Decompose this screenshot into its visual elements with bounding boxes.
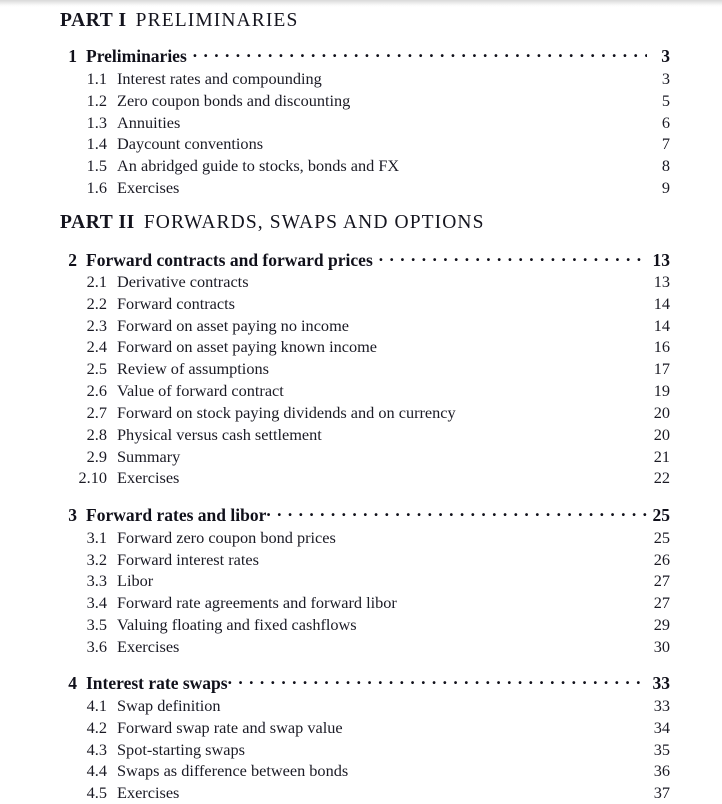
section-number: 1.2	[86, 91, 107, 110]
section-entry[interactable]	[60, 593, 670, 613]
section-page-number: 30	[653, 637, 670, 656]
section-entry[interactable]	[60, 761, 670, 781]
section-number: 3.3	[86, 571, 107, 590]
section-title: Spot-starting swaps	[117, 740, 245, 759]
section-number: 3.6	[86, 637, 107, 656]
section-entry[interactable]	[60, 359, 670, 379]
section-page-number: 19	[653, 381, 670, 400]
section-title: Physical versus cash settlement	[117, 425, 322, 444]
section-title: Exercises	[117, 783, 180, 802]
section-title: Zero coupon bonds and discounting	[117, 91, 351, 110]
section-title: Exercises	[117, 178, 180, 197]
section-number: 1.3	[86, 113, 107, 132]
section-number: 4.3	[86, 740, 107, 759]
section-entry[interactable]	[60, 637, 670, 657]
section-entry[interactable]	[60, 272, 670, 292]
section-page-number: 20	[653, 425, 670, 444]
section-page-number: 29	[653, 615, 670, 634]
chapter-number: 2	[68, 249, 77, 270]
section-title: Swap definition	[117, 696, 221, 715]
section-number: 4.1	[86, 696, 107, 715]
section-entry[interactable]	[60, 571, 670, 591]
section-entry[interactable]	[60, 113, 670, 133]
section-title: Forward on asset paying no income	[117, 316, 349, 335]
section-number: 1.5	[86, 156, 107, 175]
section-number: 2.7	[86, 403, 107, 422]
section-page-number: 27	[653, 593, 670, 612]
section-entry[interactable]	[60, 468, 670, 488]
section-page-number: 8	[661, 156, 670, 175]
section-number: 2.1	[86, 272, 107, 291]
chapter-entry[interactable]	[60, 671, 670, 694]
part-title: PRELIMINARIES	[135, 10, 299, 31]
section-number: 2.3	[86, 316, 107, 335]
chapter-title: Forward contracts and forward prices	[86, 249, 373, 270]
scan-edge-gradient	[0, 0, 722, 7]
section-entry[interactable]	[60, 718, 670, 738]
section-entry[interactable]	[60, 178, 670, 198]
section-entry[interactable]	[60, 403, 670, 423]
section-page-number: 21	[653, 447, 670, 466]
section-title: Forward interest rates	[117, 550, 259, 569]
section-entry[interactable]	[60, 69, 670, 89]
chapter-title: Preliminaries	[86, 45, 187, 66]
section-title: Forward rate agreements and forward libor	[117, 593, 397, 612]
chapter-page-number: 25	[652, 504, 670, 525]
section-number: 2.9	[86, 447, 107, 466]
section-page-number: 27	[653, 571, 670, 590]
section-entry[interactable]	[60, 337, 670, 357]
section-number: 4.5	[86, 783, 107, 802]
section-entry[interactable]	[60, 91, 670, 111]
section-title: Forward swap rate and swap value	[117, 718, 343, 737]
part-label: PART I	[60, 10, 127, 31]
section-number: 2.2	[86, 294, 107, 313]
section-title: Exercises	[117, 468, 180, 487]
section-page-number: 16	[653, 337, 670, 356]
part-title: FORWARDS, SWAPS AND OPTIONS	[143, 212, 485, 233]
dot-leader	[266, 503, 647, 521]
section-number: 2.6	[86, 381, 107, 400]
chapter-page-number: 13	[652, 249, 670, 270]
section-number: 3.4	[86, 593, 107, 612]
section-title: An abridged guide to stocks, bonds and FX	[117, 156, 400, 175]
chapter-title: Interest rate swaps	[86, 672, 228, 693]
section-page-number: 33	[653, 696, 670, 715]
section-page-number: 34	[653, 718, 670, 737]
section-number: 3.1	[86, 528, 107, 547]
section-page-number: 17	[653, 359, 670, 378]
section-title: Annuities	[117, 113, 181, 132]
section-page-number: 25	[653, 528, 670, 547]
section-entry[interactable]	[60, 740, 670, 760]
section-title: Value of forward contract	[117, 381, 284, 400]
section-title: Review of assumptions	[117, 359, 269, 378]
section-number: 1.4	[86, 134, 107, 153]
section-page-number: 35	[653, 740, 670, 759]
section-number: 3.5	[86, 615, 107, 634]
section-page-number: 14	[653, 294, 670, 313]
section-page-number: 6	[661, 113, 670, 132]
section-number: 2.8	[86, 425, 107, 444]
section-title: Valuing floating and fixed cashflows	[117, 615, 357, 634]
section-entry[interactable]	[60, 528, 670, 548]
chapter-number: 4	[68, 672, 77, 693]
section-page-number: 9	[661, 178, 670, 197]
section-entry[interactable]	[60, 550, 670, 570]
section-entry[interactable]	[60, 134, 670, 154]
section-title: Forward on asset paying known income	[117, 337, 377, 356]
section-title: Summary	[117, 447, 181, 466]
dot-leader	[193, 44, 647, 62]
section-title: Libor	[117, 571, 154, 590]
dot-leader	[228, 671, 647, 689]
section-number: 3.2	[86, 550, 107, 569]
part-heading	[60, 212, 485, 234]
chapter-page-number: 3	[661, 45, 670, 66]
section-title: Forward zero coupon bond prices	[117, 528, 336, 547]
section-title: Forward on stock paying dividends and on currency	[117, 403, 456, 422]
section-page-number: 3	[661, 69, 670, 88]
chapter-entry[interactable]	[60, 248, 670, 271]
chapter-number: 1	[68, 45, 77, 66]
section-title: Exercises	[117, 637, 180, 656]
section-entry[interactable]	[60, 381, 670, 401]
section-title: Daycount conventions	[117, 134, 264, 153]
section-number: 2.10	[78, 468, 107, 487]
section-entry[interactable]	[60, 696, 670, 716]
chapter-entry[interactable]	[60, 503, 670, 526]
part-heading	[60, 10, 298, 32]
section-entry[interactable]	[60, 316, 670, 336]
section-page-number: 20	[653, 403, 670, 422]
section-page-number: 13	[653, 272, 670, 291]
section-number: 2.5	[86, 359, 107, 378]
section-entry[interactable]	[60, 425, 670, 445]
section-title: Forward contracts	[117, 294, 235, 313]
section-number: 2.4	[86, 337, 107, 356]
section-page-number: 37	[653, 783, 670, 802]
section-entry[interactable]	[60, 447, 670, 467]
section-page-number: 14	[653, 316, 670, 335]
section-title: Interest rates and compounding	[117, 69, 322, 88]
section-entry[interactable]	[60, 294, 670, 314]
section-title: Derivative contracts	[117, 272, 249, 291]
section-page-number: 5	[661, 91, 670, 110]
section-number: 1.1	[86, 69, 107, 88]
dot-leader	[379, 248, 647, 266]
section-page-number: 7	[661, 134, 670, 153]
section-title: Swaps as difference between bonds	[117, 761, 349, 780]
chapter-number: 3	[68, 504, 77, 525]
section-page-number: 36	[653, 761, 670, 780]
section-number: 4.2	[86, 718, 107, 737]
section-page-number: 22	[653, 468, 670, 487]
section-entry[interactable]	[60, 615, 670, 635]
section-page-number: 26	[653, 550, 670, 569]
section-entry[interactable]	[60, 783, 670, 803]
section-entry[interactable]	[60, 156, 670, 176]
section-number: 1.6	[86, 178, 107, 197]
chapter-title: Forward rates and libor	[86, 504, 267, 525]
section-number: 4.4	[86, 761, 107, 780]
chapter-page-number: 33	[652, 672, 670, 693]
part-label: PART II	[60, 212, 135, 233]
chapter-entry[interactable]	[60, 44, 670, 67]
